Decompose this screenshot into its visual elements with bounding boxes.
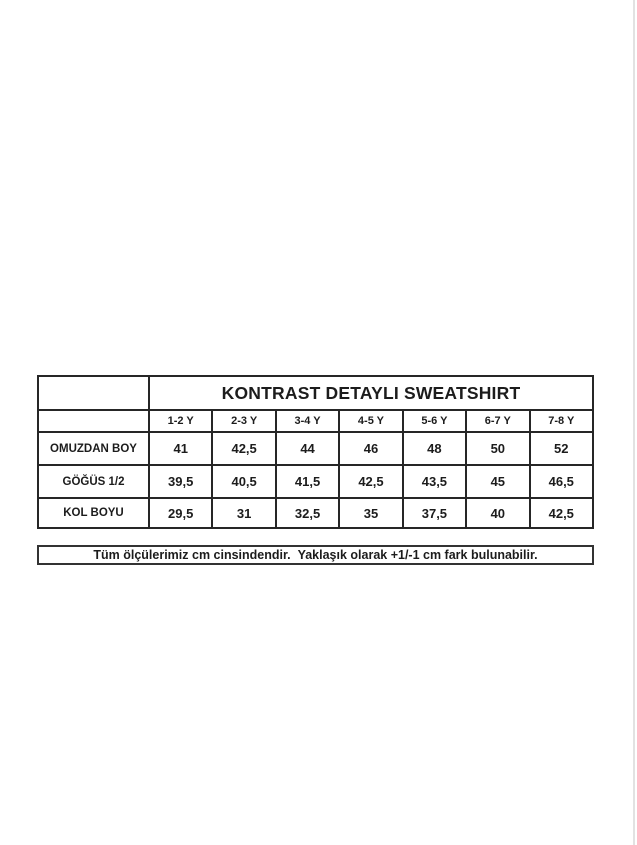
measurement-value: 45 bbox=[466, 465, 529, 498]
table-row-omuzdan-boy bbox=[38, 432, 593, 465]
measurement-value: 44 bbox=[276, 432, 339, 465]
measurement-value: 48 bbox=[403, 432, 466, 465]
size-header: 2-3 Y bbox=[212, 410, 275, 432]
size-header: 1-2 Y bbox=[149, 410, 212, 432]
size-header: 6-7 Y bbox=[466, 410, 529, 432]
measurement-value: 39,5 bbox=[149, 465, 212, 498]
size-header: 7-8 Y bbox=[530, 410, 593, 432]
measurement-value: 46 bbox=[339, 432, 402, 465]
measurement-value: 43,5 bbox=[403, 465, 466, 498]
size-header: 5-6 Y bbox=[403, 410, 466, 432]
table-row-gogus bbox=[38, 465, 593, 498]
measurement-value: 35 bbox=[339, 498, 402, 528]
measurement-note-text: Tüm ölçülerimiz cm cinsindendir. Yaklaşık olarak +1/-1 cm fark bulunabilir. bbox=[93, 548, 538, 562]
measurement-value: 40 bbox=[466, 498, 529, 528]
measurement-value: 31 bbox=[212, 498, 275, 528]
corner-empty-cell bbox=[38, 376, 149, 410]
measurement-value: 40,5 bbox=[212, 465, 275, 498]
measurement-label: GÖĞÜS 1/2 bbox=[38, 465, 149, 498]
size-header: 4-5 Y bbox=[339, 410, 402, 432]
table-row-kol-boyu bbox=[38, 498, 593, 528]
measurement-value: 41 bbox=[149, 432, 212, 465]
measurement-value: 42,5 bbox=[212, 432, 275, 465]
measurement-value: 42,5 bbox=[530, 498, 593, 528]
measurement-value: 41,5 bbox=[276, 465, 339, 498]
measurement-label: KOL BOYU bbox=[38, 498, 149, 528]
measurement-label: OMUZDAN BOY bbox=[38, 432, 149, 465]
size-chart-table-container bbox=[37, 375, 594, 529]
measurement-value: 29,5 bbox=[149, 498, 212, 528]
page-right-edge-line bbox=[633, 0, 635, 845]
measurement-value: 37,5 bbox=[403, 498, 466, 528]
header-empty-cell bbox=[38, 410, 149, 432]
measurement-value: 46,5 bbox=[530, 465, 593, 498]
measurement-note-box bbox=[37, 545, 594, 565]
measurement-value: 32,5 bbox=[276, 498, 339, 528]
measurement-value: 42,5 bbox=[339, 465, 402, 498]
measurement-value: 50 bbox=[466, 432, 529, 465]
size-header-row bbox=[38, 410, 593, 432]
product-title: KONTRAST DETAYLI SWEATSHIRT bbox=[149, 376, 593, 410]
measurement-value: 52 bbox=[530, 432, 593, 465]
table-title-row bbox=[38, 376, 593, 410]
size-chart-table bbox=[37, 375, 594, 529]
size-header: 3-4 Y bbox=[276, 410, 339, 432]
